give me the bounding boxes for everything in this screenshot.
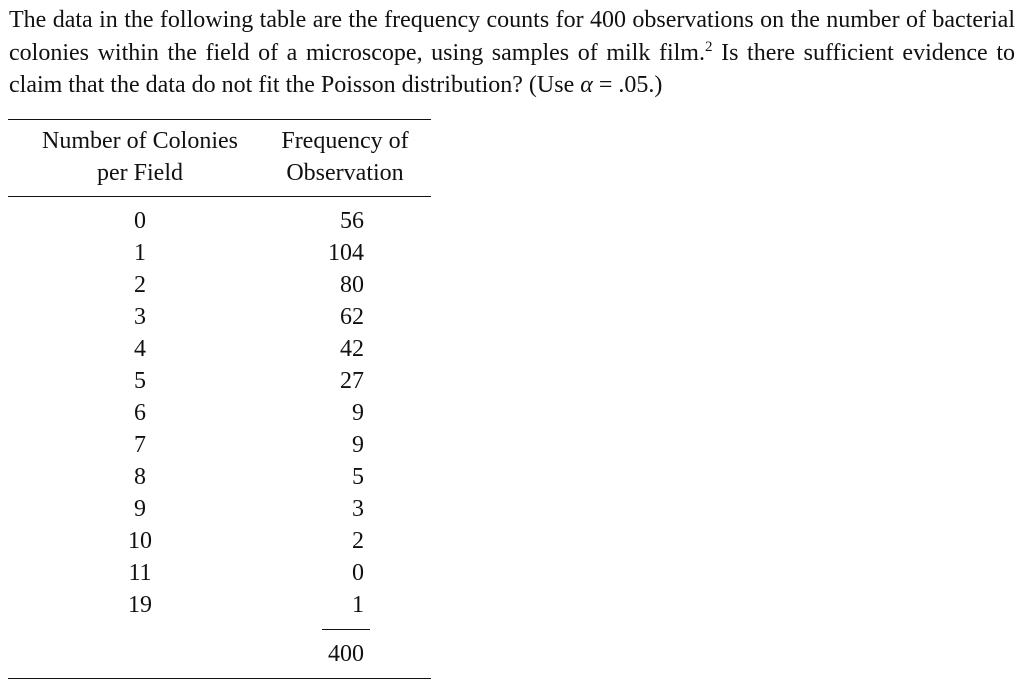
table-row	[8, 301, 431, 333]
colonies-cell: 3	[134, 304, 146, 330]
problem-statement	[9, 4, 1015, 102]
frequency-cell: 1	[352, 592, 364, 618]
table-row	[8, 397, 431, 429]
table-row	[8, 557, 431, 589]
table-row	[8, 493, 431, 525]
table-header-rule	[8, 196, 431, 197]
table-top-rule	[8, 119, 431, 120]
colonies-cell: 2	[134, 272, 146, 298]
table-body	[8, 205, 431, 621]
table-row	[8, 205, 431, 237]
header-frequency	[266, 125, 424, 189]
table-row	[8, 461, 431, 493]
table-row	[8, 333, 431, 365]
colonies-cell: 4	[134, 336, 146, 362]
table-row	[8, 237, 431, 269]
footnote-marker: 2	[704, 38, 713, 55]
colonies-cell: 8	[134, 464, 146, 490]
problem-text-part2: Is there sufficient evidence to claim that the data do not fit the Poisson distribution? (Use	[9, 39, 1015, 98]
table-row	[8, 525, 431, 557]
colonies-cell: 10	[128, 528, 152, 554]
header-colonies-line2: per Field	[97, 160, 183, 186]
total-value: 400	[328, 641, 364, 667]
header-frequency-line2: Observation	[286, 160, 404, 186]
frequency-table	[8, 119, 431, 680]
colonies-cell: 11	[128, 560, 152, 586]
colonies-cell: 6	[134, 400, 146, 426]
frequency-cell: 2	[352, 528, 364, 554]
frequency-cell: 0	[352, 560, 364, 586]
table-row	[8, 589, 431, 621]
frequency-cell: 5	[352, 464, 364, 490]
frequency-cell: 9	[352, 432, 364, 458]
colonies-cell: 5	[134, 368, 146, 394]
table-row	[8, 269, 431, 301]
colonies-cell: 7	[134, 432, 146, 458]
problem-text-part1: The data in the following table are the frequency counts for 400 observations on the number of bacterial colonies within the field of a microscope, using samples of milk film.	[9, 7, 1015, 66]
header-colonies	[14, 125, 266, 189]
frequency-cell: 42	[340, 336, 364, 362]
frequency-cell: 80	[340, 272, 364, 298]
frequency-cell: 27	[340, 368, 364, 394]
frequency-cell: 3	[352, 496, 364, 522]
header-colonies-line1: Number of Colonies	[42, 128, 238, 154]
alpha-symbol: α	[580, 72, 593, 98]
table-row	[8, 365, 431, 397]
colonies-cell: 1	[134, 240, 146, 266]
frequency-cell: 62	[340, 304, 364, 330]
colonies-cell: 9	[134, 496, 146, 522]
table-bottom-rule	[8, 678, 431, 679]
table-row	[8, 429, 431, 461]
frequency-cell: 9	[352, 400, 364, 426]
alpha-value: = .05.)	[592, 72, 663, 98]
colonies-cell: 0	[134, 208, 146, 234]
sum-rule	[322, 629, 370, 630]
header-frequency-line1: Frequency of	[281, 128, 409, 154]
colonies-cell: 19	[128, 592, 152, 618]
frequency-cell: 56	[340, 208, 364, 234]
frequency-cell: 104	[328, 240, 364, 266]
